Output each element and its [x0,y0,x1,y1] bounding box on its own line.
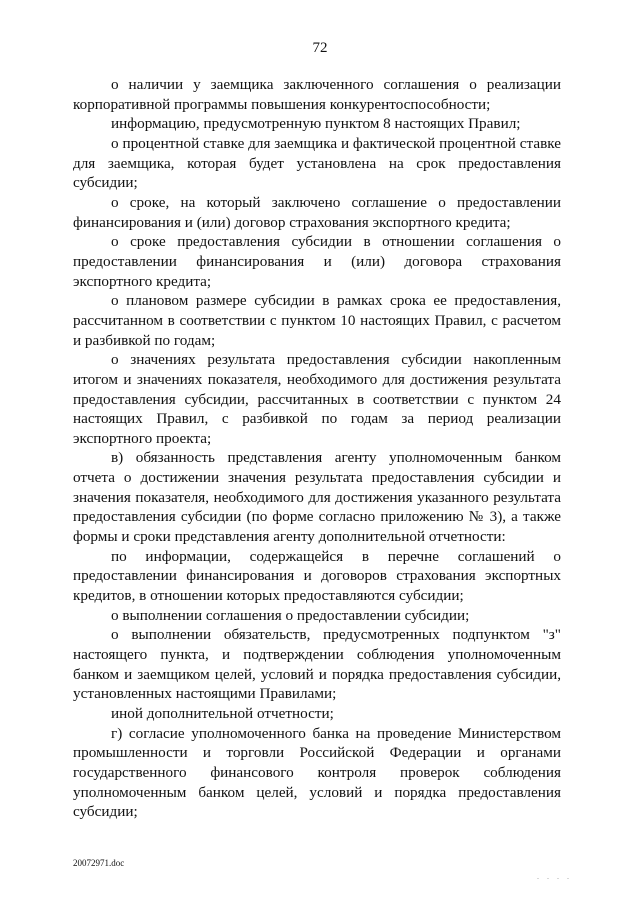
paragraph: в) обязанность представления агенту уполномоченным банком отчета о достижении значения результата предоставления субсидии и значения показателя, необходимого для достижения указанного результата предоставления субсидии (по форме согласно приложению № 3), а также формы и сроки представления агенту дополнительной отчетности: [73,449,561,546]
paragraph: иной дополнительной отчетности; [111,705,334,722]
page-number: 72 [312,40,328,56]
paragraph: по информации, содержащейся в перечне соглашений о предоставлении финансирования и договоров страхования экспортных кредитов, в отношении которых предоставляются субсидии; [73,547,561,605]
scan-speck-marks: . . . . [537,872,572,881]
paragraph: о значениях результата предоставления субсидии накопленным итогом и значениях показателя, необходимого для достижения результата предоставления субсидии, рассчитанных в соответствии с пунктом 24 настоящих Правил, с разбивкой по годам за период реализации экспортного проекта; [73,351,561,447]
paragraph: о наличии у заемщика заключенного соглашения о реализации корпоративной программы повышения конкурентоспособности; [73,76,561,113]
paragraph: о сроке предоставления субсидии в отношении соглашения о предоставлении финансирования и (или) договора страхования экспортного кредита; [73,233,561,290]
footer-filename: 20072971.doc [73,858,125,868]
paragraph: г) согласие уполномоченного банка на проведение Министерством промышленности и торговли Российской Федерации и органами государственного финансового контроля проверок соблюдения уполномоченным банком целей, условий и порядка предоставления субсидии; [73,724,561,821]
paragraph: о выполнении обязательств, предусмотренных подпунктом "з" настоящего пункта, и подтверждении соблюдения уполномоченным банком и заемщиком целей, условий и порядка предоставления субсидии, установленных настоящими Правилами; [73,626,561,703]
paragraph: о процентной ставке для заемщика и фактической процентной ставке для заемщика, которая будет установлена на срок предоставления субсидии; [73,134,561,192]
document-body [73,75,561,822]
paragraph: информацию, предусмотренную пунктом 8 настоящих Правил; [111,115,521,133]
paragraph: о сроке, на который заключено соглашение о предоставлении финансирования и (или) договор страхования экспортного кредита; [73,193,561,231]
paragraph: о плановом размере субсидии в рамках срока ее предоставления, рассчитанном в соответствии с пунктом 10 настоящих Правил, с расчетом и разбивкой по годам; [73,292,561,349]
paragraph: о выполнении соглашения о предоставлении субсидии; [111,606,470,624]
